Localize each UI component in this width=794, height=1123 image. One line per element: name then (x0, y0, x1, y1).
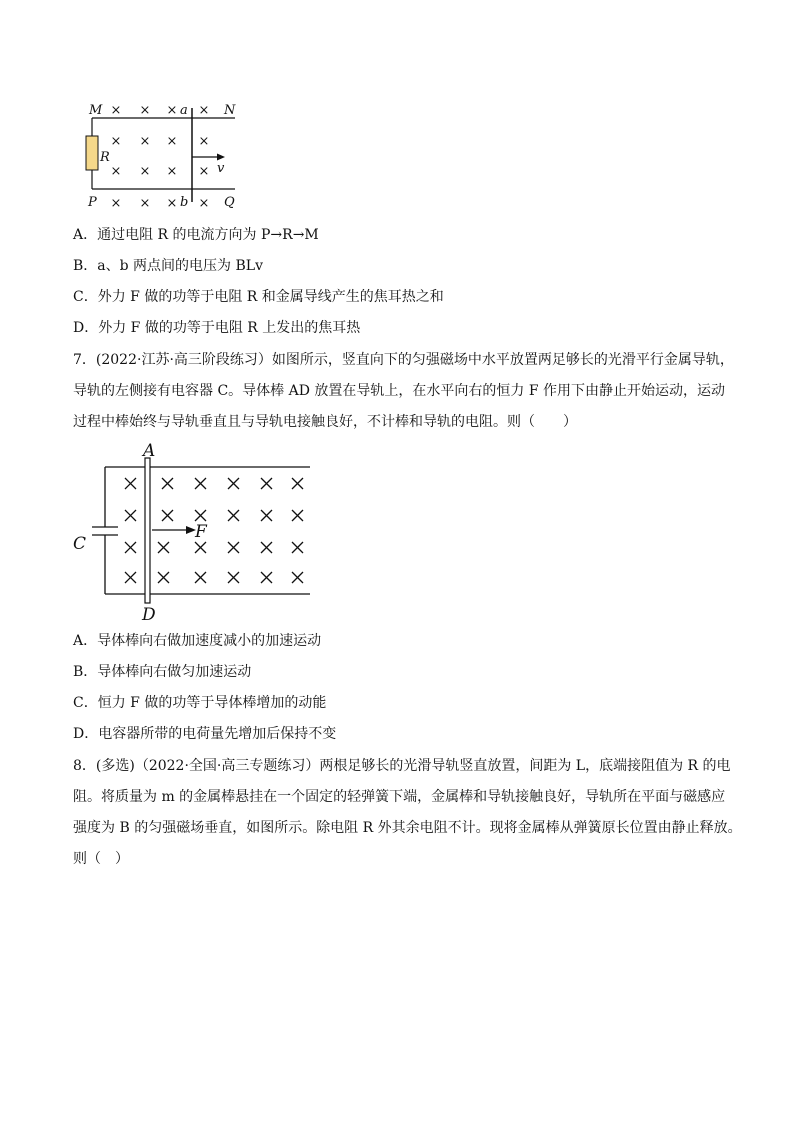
q7-stem-line-2: 导轨的左侧接有电容器 C。导体棒 AD 放置在导轨上，在水平向右的恒力 F 作用下由静止开始运动，运动 (73, 383, 726, 399)
label-A: A (143, 441, 156, 461)
svg-text:×: × (110, 134, 122, 149)
q8-stem-line-3: 强度为 B 的匀强磁场垂直，如图所示。除电阻 R 外其余电阻不计。现将金属棒从弹簧原长位置由静止释放。 (73, 820, 742, 836)
svg-text:×: × (198, 196, 210, 211)
q6-option-b: B．a、b 两点间的电压为 BLv (73, 258, 263, 274)
svg-text:×: × (110, 103, 122, 118)
svg-text:×: × (198, 103, 210, 118)
label-P: P (88, 195, 97, 210)
rod-AD (145, 458, 150, 603)
q7-option-a: A．导体棒向右做加速度减小的加速运动 (73, 633, 322, 649)
label-b: b (180, 195, 189, 210)
figure-capacitor-rod (70, 440, 320, 625)
q7-option-b: B．导体棒向右做匀加速运动 (73, 664, 252, 680)
label-a: a (180, 103, 188, 118)
q6-option-c: C．外力 F 做的功等于电阻 R 和金属导线产生的焦耳热之和 (73, 289, 444, 305)
label-N: N (224, 103, 236, 118)
q7-option-c: C．恒力 F 做的功等于导体棒增加的动能 (73, 695, 327, 711)
q8-stem-line-4: 则（ ） (73, 851, 129, 867)
svg-text:×: × (110, 164, 122, 179)
q7-stem-line-1: 7．(2022·江苏·高三阶段练习）如图所示，竖直向下的匀强磁场中水平放置两足够长的光滑平行金属导轨， (73, 352, 734, 368)
q7-option-d: D．电容器所带的电荷量先增加后保持不变 (73, 726, 337, 742)
svg-text:×: × (166, 134, 178, 149)
q6-option-a: A．通过电阻 R 的电流方向为 P→R→M (73, 227, 319, 243)
resistor-symbol (86, 136, 98, 170)
q7-stem-line-3: 过程中棒始终与导轨垂直且与导轨电接触良好，不计棒和导轨的电阻。则（ ） (73, 414, 577, 430)
label-C: C (73, 534, 87, 554)
svg-text:×: × (198, 134, 210, 149)
svg-text:×: × (110, 196, 122, 211)
q8-stem-line-1: 8．(多选)（2022·全国·高三专题练习）两根足够长的光滑导轨竖直放置，间距为 L，底端接阻值为 R 的电 (73, 758, 731, 774)
svg-text:×: × (166, 196, 178, 211)
svg-text:×: × (139, 196, 151, 211)
label-D: D (142, 605, 156, 625)
svg-text:×: × (139, 164, 151, 179)
label-M: M (89, 103, 103, 118)
q8-stem-line-2: 阻。将质量为 m 的金属棒悬挂在一个固定的轻弹簧下端，金属棒和导轨接触良好，导轨所在平面与磁感应 (73, 789, 726, 805)
label-v: v (217, 161, 225, 176)
svg-text:×: × (139, 134, 151, 149)
label-Q: Q (224, 195, 235, 210)
svg-text:×: × (166, 164, 178, 179)
q6-option-d: D．外力 F 做的功等于电阻 R 上发出的焦耳热 (73, 320, 361, 336)
label-F: F (195, 522, 207, 542)
svg-text:×: × (198, 164, 210, 179)
svg-text:×: × (166, 103, 178, 118)
label-R: R (100, 150, 110, 165)
figure-rails-resistor (80, 98, 250, 216)
svg-text:×: × (139, 103, 151, 118)
